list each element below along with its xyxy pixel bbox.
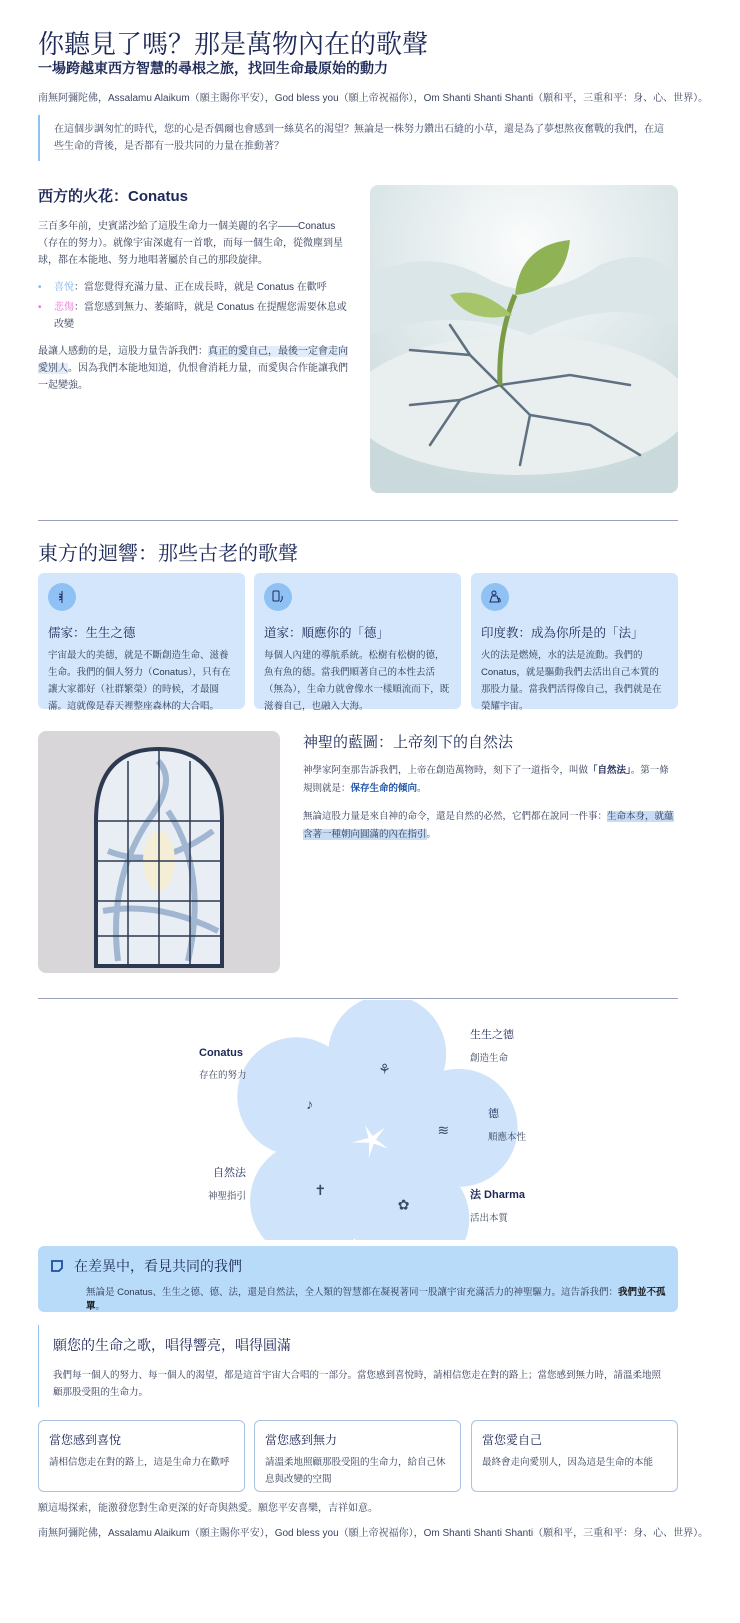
sacred-p2 (303, 808, 678, 844)
divider (38, 998, 678, 999)
west-p3 (38, 343, 348, 394)
west-p1: 三百多年前，史賓諾沙給了這股生命力一個美麗的名字——Conatus（存在的努力）。就像宇宙深處有一首歌，而每一個生命，從微塵到星球，都在本能地、努力地唱著屬於自己的那段旋律。 (38, 221, 343, 266)
east-title: 東方的迴響：那些古老的歌聲 (38, 543, 298, 565)
intro-quote: 在這個步調匆忙的時代，您的心是否偶爾也會感到一絲莫名的渴望？無論是一株努力鑽出石縫的小草，還是為了夢想熬夜奮戰的我們，在這些生命的背後，是否都有一股共同的力量在推動著？ (38, 115, 678, 161)
label: Conatus (199, 1047, 243, 1059)
flower-label-conatus (199, 1047, 247, 1081)
t: 最讓人感動的是，這股力量告訴我們： (38, 346, 208, 357)
emph: 保存生命的傾向 (350, 783, 418, 794)
wish-section (38, 1325, 678, 1407)
hindu-icon (481, 583, 509, 611)
footer-greeting: 南無阿彌陀佛，Assalamu Alaikum（願主賜你平安），God bless you（願上帝祝福你），Om Shanti Shanti Shanti（願和平，三重和平：身、心、世界）。 (38, 1528, 709, 1539)
t: 。因為我們本能地知道，仇恨會消耗力量，而愛與合作能讓我們一起變強。 (38, 363, 348, 391)
page-title: 你聽見了嗎？那是萬物內在的歌聲 (38, 29, 429, 59)
bullet-text: ：當您覺得充滿力量、正在成長時，就是 Conatus 在歡呼 (74, 282, 327, 293)
page-subtitle: 一場跨越東西方智慧的尋根之旅，找回生命最原始的動力 (38, 60, 388, 76)
sub: 順應本性 (488, 1132, 527, 1143)
wish-card-powerless (254, 1420, 461, 1492)
text: 請相信您走在對的路上，這是生命力在歡呼 (49, 1457, 230, 1468)
bullet-sorrow: • 悲傷：當您感到無力、萎縮時，就是 Conatus 在提醒您需要休息或改變 (38, 302, 347, 330)
note-icon (50, 1259, 64, 1273)
t: 。 (426, 829, 437, 840)
t: 。第一條規則就是： (303, 765, 669, 794)
sprout-image (370, 185, 678, 493)
trees-icon: ⚘ (378, 1061, 391, 1078)
label: 生生之德 (470, 1029, 514, 1041)
wish-card-self-love (471, 1420, 678, 1492)
term: 喜悅 (54, 282, 74, 293)
bold: 我們並不孤單 (86, 1287, 666, 1312)
title: 當您愛自己 (482, 1433, 543, 1447)
flower-label-shengsheng (470, 1026, 514, 1064)
music-note-icon: ♪ (306, 1096, 314, 1112)
wish-card-joy (38, 1420, 245, 1492)
west-section (38, 185, 348, 404)
sub: 存在的努力 (199, 1070, 247, 1081)
text: 請溫柔地照顧那股受阻的生命力，給自己休息與改變的空間 (265, 1457, 446, 1485)
t: 無論是 Conatus、生生之德、德、法，還是自然法，全人類的智慧都在凝視著同一股讓宇宙充滿活力的神聖驅力。這告訴我們： (86, 1287, 619, 1298)
bullet-text: ：當您感到無力、萎縮時，就是 Conatus 在提醒您需要休息或改變 (54, 302, 347, 330)
flower-label-natural-law (206, 1164, 246, 1202)
sub: 活出本質 (470, 1213, 509, 1224)
sacred-p1 (303, 762, 678, 798)
stained-glass-image (38, 731, 280, 973)
wish-title: 願您的生命之歌，唱得響亮，唱得圓滿 (53, 1337, 291, 1353)
card-title: 儒家：生生之德 (48, 626, 136, 640)
sub: 神聖指引 (207, 1191, 246, 1202)
card-hindu (471, 573, 678, 712)
callout-title (50, 1256, 666, 1276)
bullet-joy: • 喜悅：當您覺得充滿力量、正在成長時，就是 Conatus 在歡呼 (38, 282, 327, 293)
west-title: 西方的火花：Conatus (38, 188, 189, 205)
label: 自然法 (213, 1167, 246, 1179)
card-text: 宇宙最大的美德，就是不斷創造生命、滋養生命。我們的個人努力（Conatus），只有在讓大家都好（社群繁榮）的時候，才最圓滿。這就像是春天裡整座森林的大合唱。 (48, 650, 231, 712)
footer-blessing: 願這場探索，能激發您對生命更深的好奇與熱愛。願您平安喜樂，吉祥如意。 (38, 1503, 378, 1514)
card-text: 每個人內建的導航系統。松樹有松樹的德，魚有魚的德。當我們順著自己的本性去活（無為），生命力就會像水一樣順流而下，既滋養自己，也融入大海。 (264, 650, 450, 712)
flower-icon: ✿ (397, 1196, 410, 1213)
t: 。 (95, 1301, 106, 1312)
title: 在差異中，看見共同的我們 (74, 1258, 242, 1274)
title: 當您感到無力 (265, 1433, 338, 1447)
callout-box (38, 1246, 678, 1312)
card-text: 火的法是燃燒，水的法是流動。我們的 Conatus，就是驅動我們去活出自己本質的那股力量。當我們活得像自己，我們就是在榮耀宇宙。 (481, 650, 662, 712)
sacred-title: 神聖的藍圖：上帝刻下的自然法 (303, 734, 514, 751)
t: 無論這股力量是來自神的命令，還是自然的必然，它們都在說同一件事： (303, 811, 608, 822)
wish-text: 我們每一個人的努力、每一個人的渴望，都是這首宇宙大合唱的一部分。當您感到喜悅時，請相信您走在對的路上；當您感到無力時，請溫柔地照顧那股受阻的生命力。 (53, 1370, 662, 1398)
text: 最終會走向愛別人，因為這是生命的本能 (482, 1457, 654, 1468)
label: 法 Dharma (470, 1189, 526, 1201)
cross-heart-icon: ✝ (314, 1182, 327, 1199)
flower-label-dharma (470, 1186, 525, 1224)
t: 。 (417, 783, 427, 794)
highlight: 生命本身，就蘊含著一種朝向圓滿的內在指引 (303, 811, 674, 840)
flower-diagram (0, 1000, 740, 1240)
divider (38, 520, 678, 521)
greeting: 南無阿彌陀佛，Assalamu Alaikum（願主賜你平安），God bless you（願上帝祝福你），Om Shanti Shanti Shanti（願和平，三重和平：身、心、世界）。 (38, 93, 709, 104)
card-confucian (38, 573, 245, 712)
card-title: 道家：順應你的「德」 (264, 626, 390, 640)
bold: 「自然法」 (588, 765, 631, 776)
tao-icon (264, 583, 292, 611)
flower-label-de (488, 1105, 526, 1143)
label: 德 (488, 1108, 499, 1120)
sub: 創造生命 (470, 1053, 509, 1064)
callout-text (86, 1284, 666, 1312)
water-drop-icon: ≋ (437, 1121, 450, 1138)
highlight: 真正的愛自己，最後一定會走向愛別人 (38, 346, 348, 374)
sacred-section (303, 731, 678, 854)
term: 悲傷 (54, 302, 74, 313)
title: 當您感到喜悅 (49, 1433, 122, 1447)
card-title: 印度教：成為你所是的「法」 (481, 626, 644, 640)
t: 神學家阿奎那告訴我們，上帝在創造萬物時，刻下了一道指令，叫做 (303, 765, 589, 776)
card-tao (254, 573, 461, 712)
confucian-icon (48, 583, 76, 611)
